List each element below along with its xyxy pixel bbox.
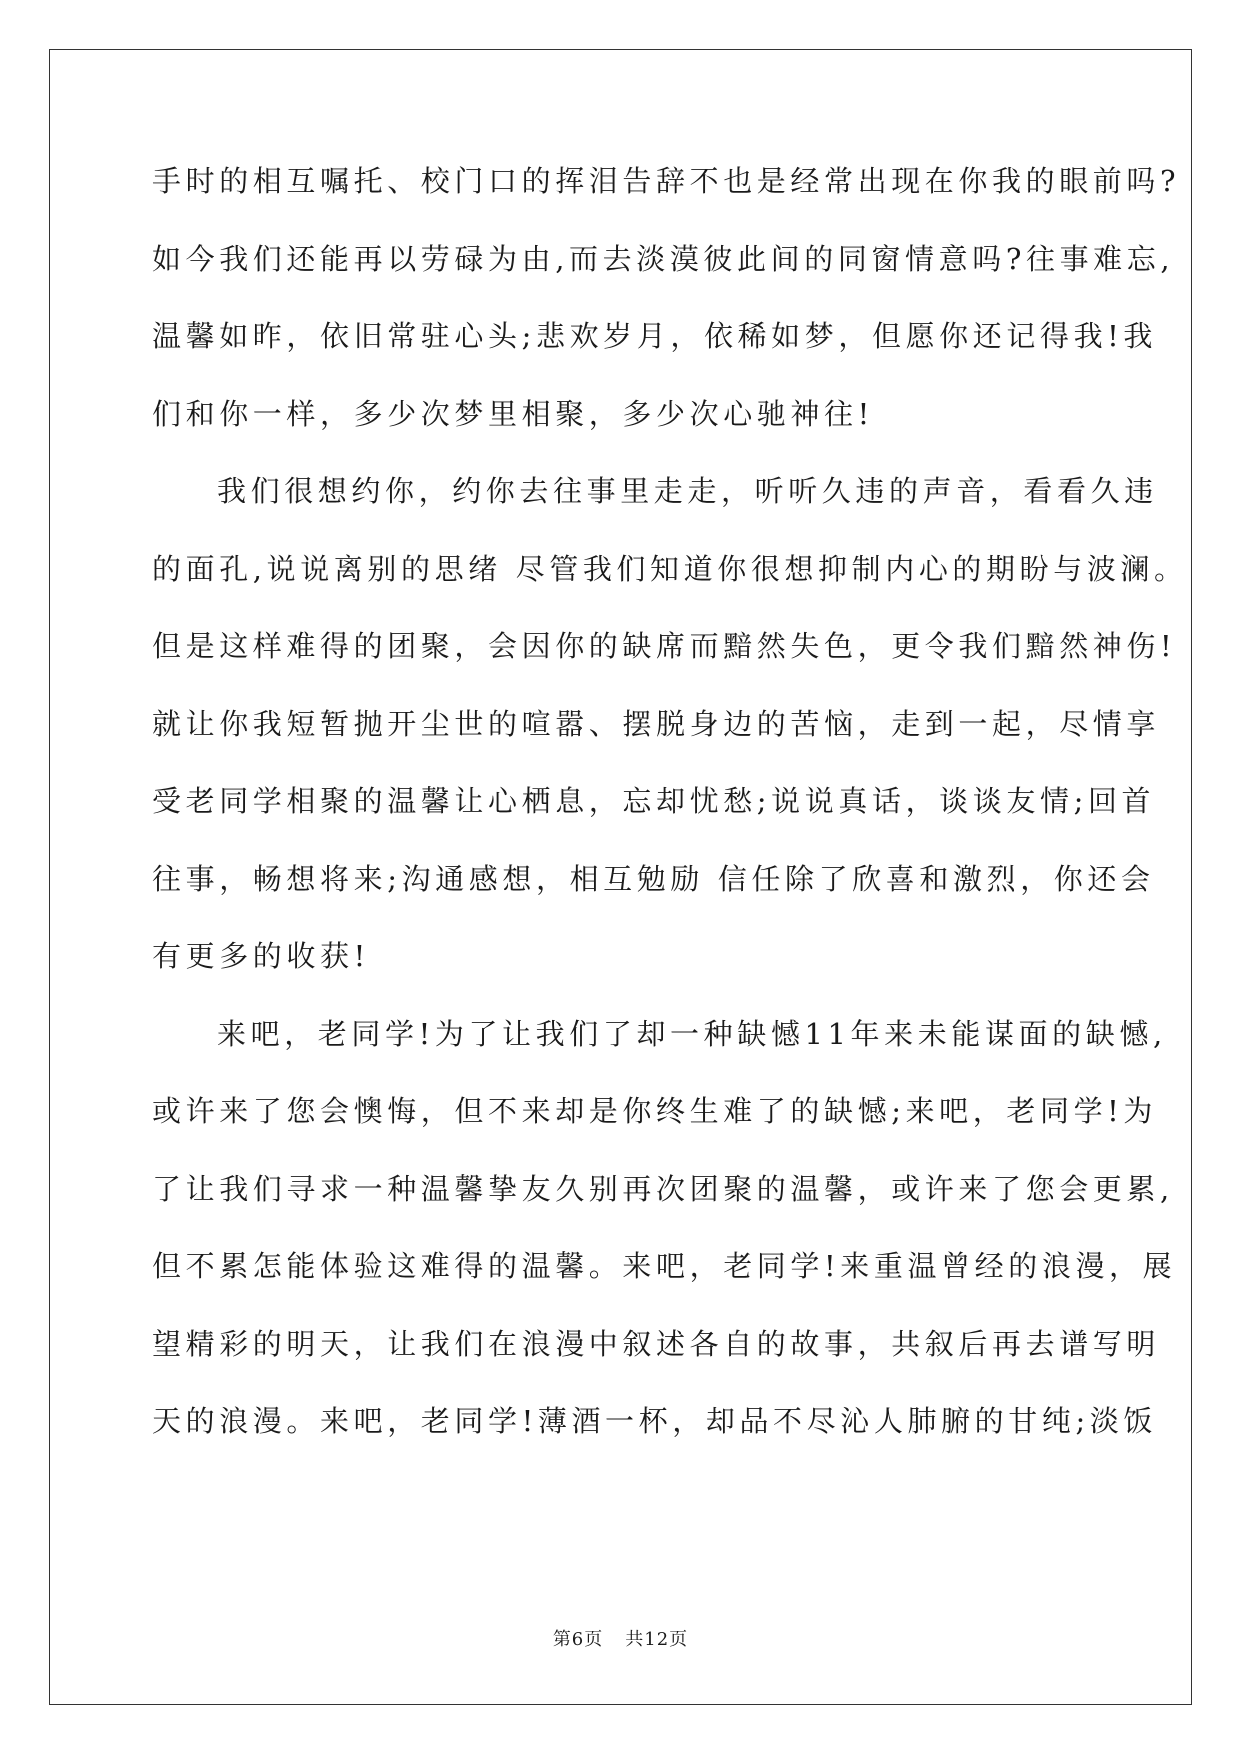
text-line: 但不累怎能体验这难得的温馨。来吧，老同学!来重温曾经的浪漫，展 xyxy=(152,1249,1177,1283)
document-body xyxy=(152,160,1188,1478)
text-line: 或许来了您会懊悔，但不来却是你终生难了的缺憾;来吧，老同学!为 xyxy=(152,1094,1158,1128)
text-line: 但是这样难得的团聚，会因你的缺席而黯然失色，更令我们黯然神伤! xyxy=(152,629,1177,663)
page-number: 第6页 xyxy=(552,1629,604,1650)
text-line: 往事，畅想将来;沟通感想，相互勉励 信任除了欣喜和激烈，你还会 xyxy=(152,861,1155,896)
text-line: 们和你一样，多少次梦里相聚，多少次心驰神往! xyxy=(152,396,874,431)
text-line: 望精彩的明天，让我们在浪漫中叙述各自的故事，共叙后再去谱写明 xyxy=(152,1326,1161,1361)
text-line: 的面孔,说说离别的思绪 尽管我们知道你很想抑制内心的期盼与波澜。 xyxy=(152,551,1188,586)
text-line: 受老同学相聚的温馨让心栖息，忘却忧愁;说说真话，谈谈友情;回首 xyxy=(152,784,1156,818)
text-line: 了让我们寻求一种温馨挚友久别再次团聚的温馨，或许来了您会更累, xyxy=(152,1171,1174,1206)
page-total: 共12页 xyxy=(625,1629,689,1650)
text-line: 就让你我短暂抛开尘世的喧嚣、摆脱身边的苦恼，走到一起，尽情享 xyxy=(152,706,1161,741)
paragraph-start-line: 我们很想约你，约你去往事里走走，听听久违的声音，看看久违 xyxy=(217,474,1158,508)
text-line: 有更多的收获! xyxy=(152,939,370,973)
text-line: 温馨如昨，依旧常驻心头;悲欢岁月，依稀如梦，但愿你还记得我!我 xyxy=(152,319,1158,353)
text-line: 手时的相互嘱托、校门口的挥泪告辞不也是经常出现在你我的眼前吗? xyxy=(152,164,1181,198)
text-line: 天的浪漫。来吧，老同学!薄酒一杯，却品不尽沁人肺腑的甘纯;淡饭 xyxy=(152,1404,1158,1438)
page-footer xyxy=(0,1625,1241,1651)
text-line: 如今我们还能再以劳碌为由,而去淡漠彼此间的同窗情意吗?往事难忘, xyxy=(152,241,1175,276)
paragraph-start-line: 来吧，老同学!为了让我们了却一种缺憾11年来未能谋面的缺憾, xyxy=(217,1016,1167,1051)
